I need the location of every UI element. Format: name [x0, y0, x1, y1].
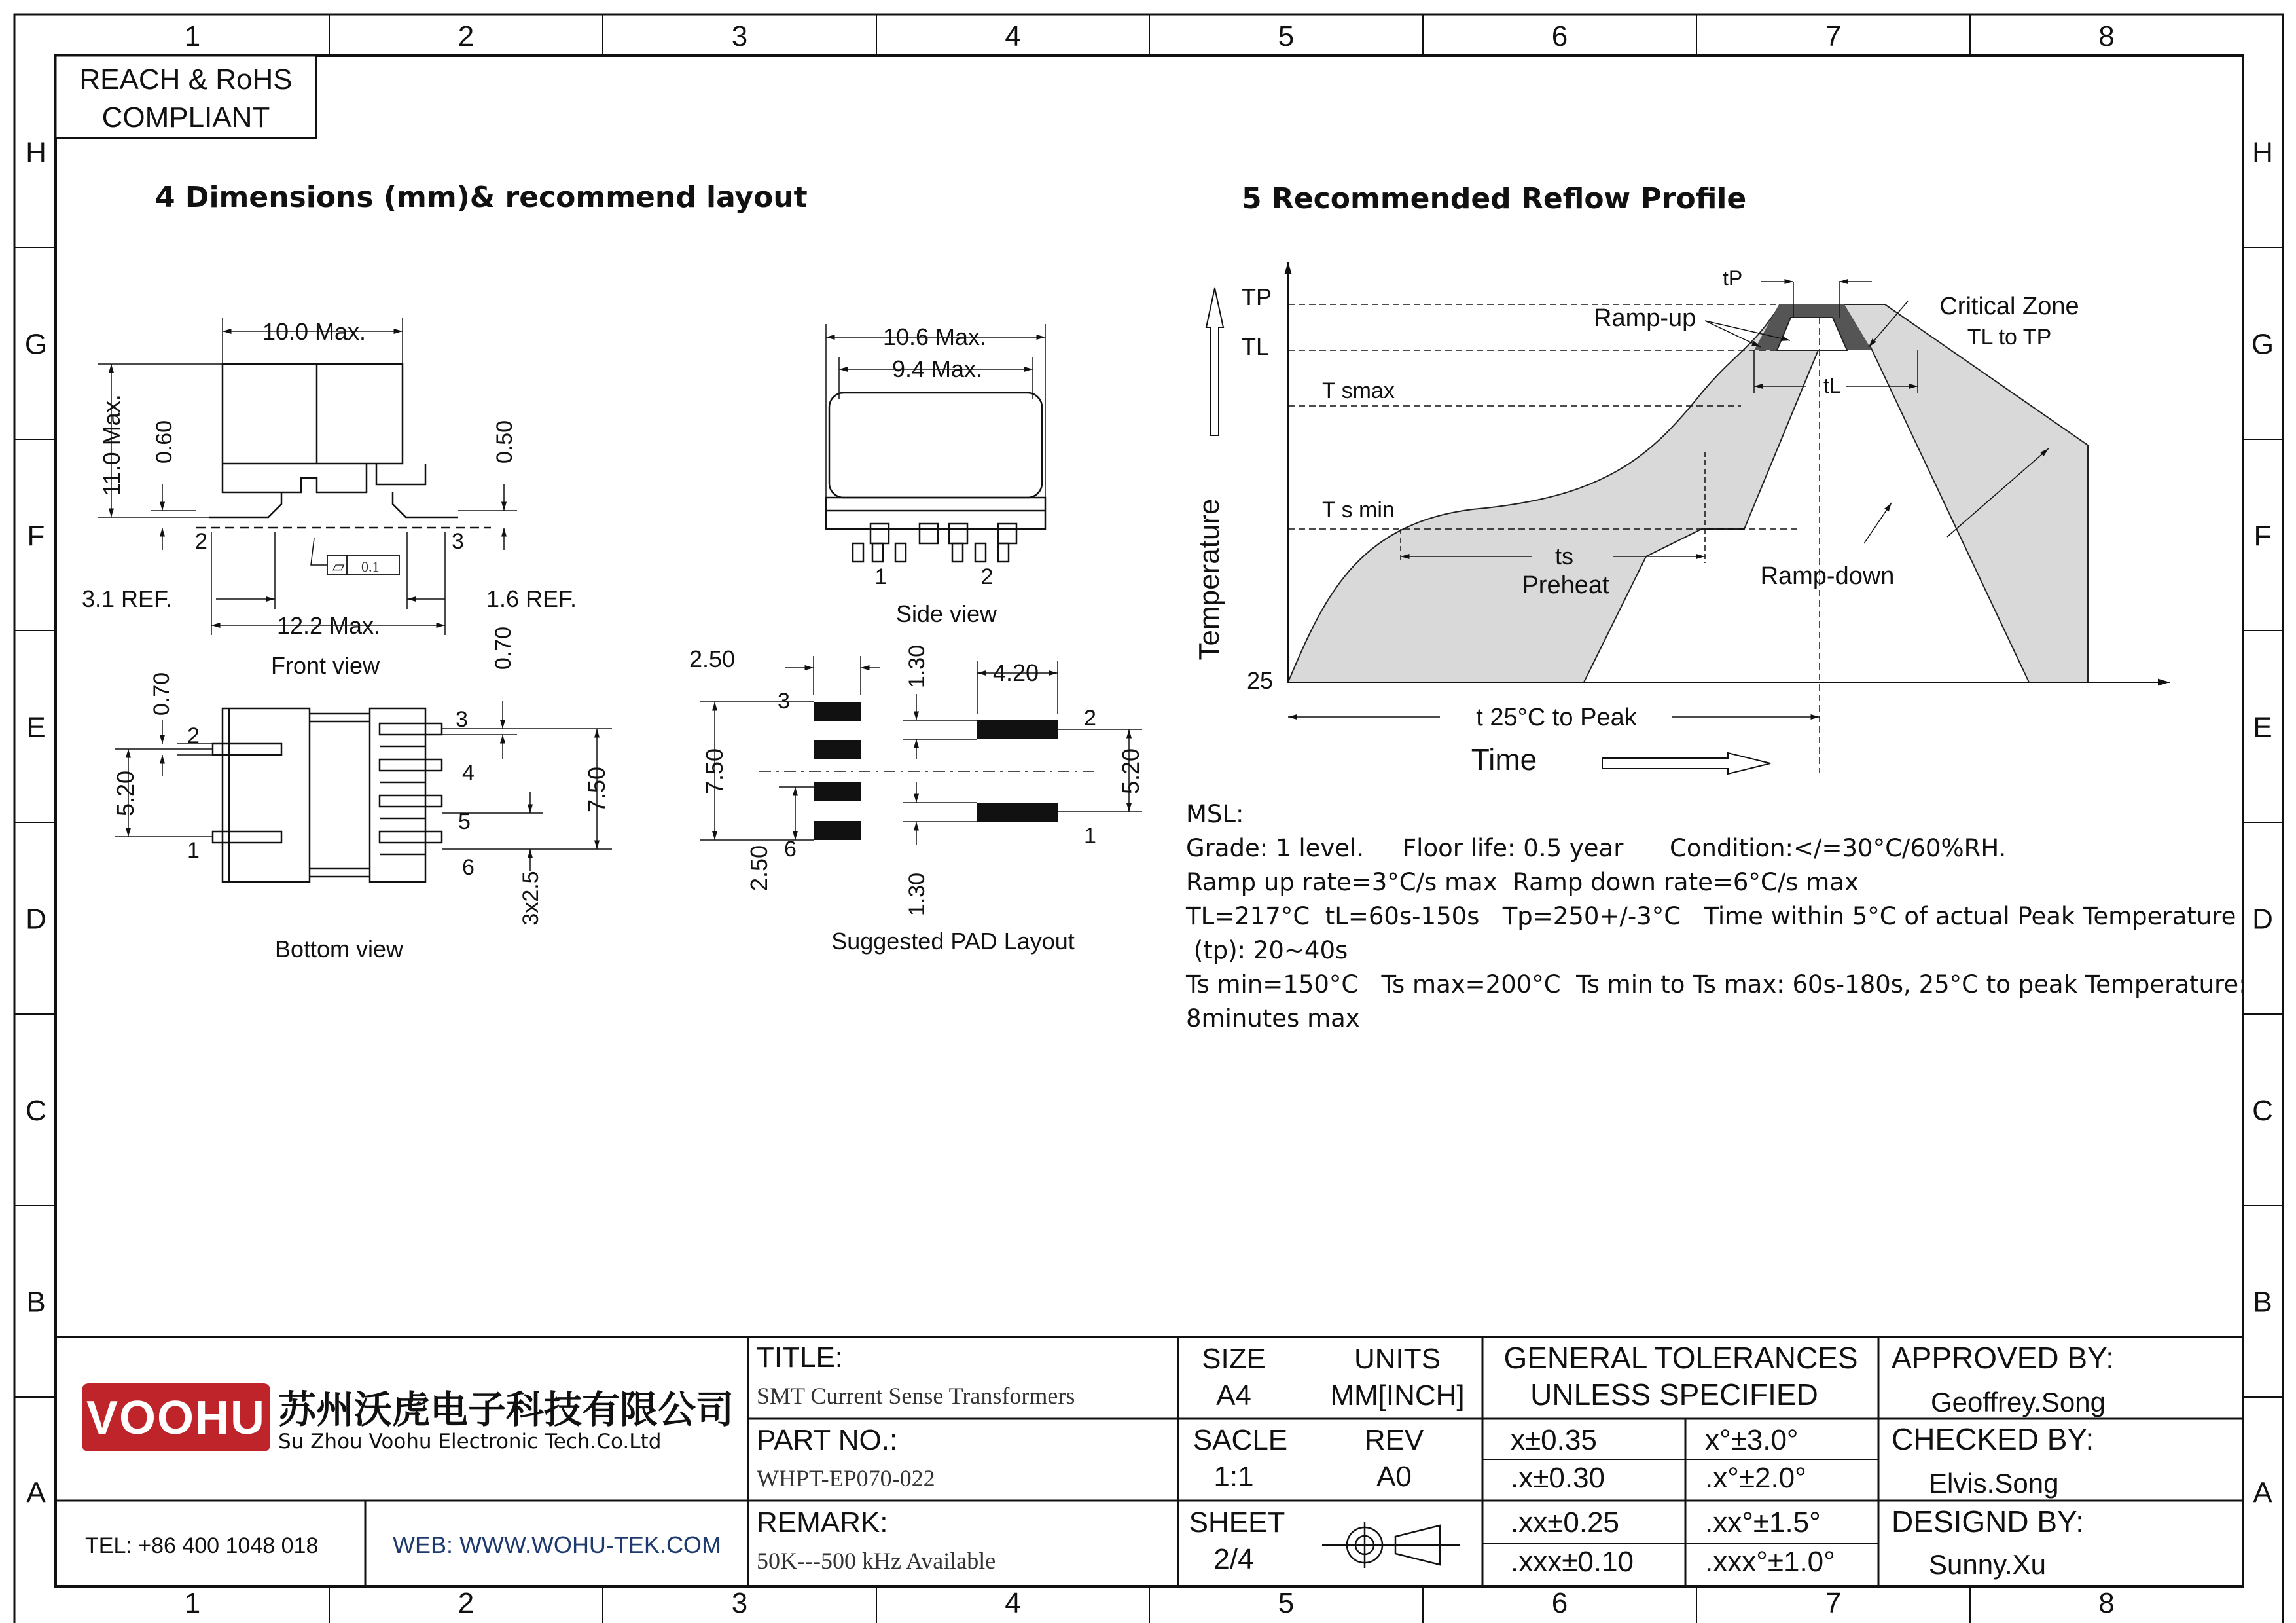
reflow-preheat-label: Preheat [1522, 572, 1609, 599]
reflow-temperature-axis: Temperature [1193, 498, 1225, 661]
pad-left-3 [814, 782, 861, 801]
column-label-1: 1 [184, 1587, 201, 1619]
tolerance-angular: x°±3.0° [1705, 1424, 1799, 1456]
column-label-2: 2 [457, 20, 475, 52]
approved-label: APPROVED BY: [1892, 1341, 2115, 1375]
checked-label: CHECKED BY: [1892, 1422, 2094, 1456]
row-label-H: H [2252, 136, 2273, 169]
bottom-dim-right: 7.50 [583, 766, 610, 813]
size-label: SIZE [1202, 1343, 1266, 1375]
front-dim-left: 0.60 [152, 420, 177, 464]
rev-label: REV [1364, 1424, 1424, 1456]
third-angle-projection-icon [1322, 1522, 1460, 1568]
column-label-3: 3 [731, 20, 748, 52]
pad-6 [814, 821, 861, 840]
reflow-critical-zone-1: Critical Zone [1939, 293, 2079, 320]
reflow-ts-label: ts [1554, 543, 1574, 570]
row-label-E: E [2253, 711, 2272, 744]
row-label-D: D [26, 903, 46, 936]
reflow-time-axis: Time [1471, 742, 1537, 776]
designed-label: DESIGND BY: [1892, 1504, 2084, 1539]
compliance-box [56, 56, 316, 138]
approved-value: Geoffrey.Song [1931, 1387, 2106, 1417]
tolerance-angular: .x°±2.0° [1705, 1462, 1806, 1494]
tolerance-linear: .xx±0.25 [1511, 1506, 1620, 1539]
column-label-6: 6 [1551, 1587, 1568, 1619]
msl-line: TL=217°C tL=60s-150s Tp=250+/-3°C Time within 5°C of actual Peak Temperature [1186, 902, 2236, 930]
front-width-max: 10.0 Max. [262, 318, 367, 345]
reflow-tl-label: TL [1242, 333, 1270, 360]
tolerance-angular: .xxx°±1.0° [1705, 1546, 1835, 1578]
section4-heading: 4 Dimensions (mm)& recommend layout [155, 181, 808, 214]
section5-heading: 5 Recommended Reflow Profile [1242, 182, 1747, 215]
title-value: SMT Current Sense Transformers [757, 1383, 1075, 1409]
bottom-pin-2: 2 [187, 723, 200, 748]
company-name-en: Su Zhou Voohu Electronic Tech.Co.Ltd [278, 1430, 662, 1453]
column-label-5: 5 [1278, 1587, 1295, 1619]
reflow-tp-label: TP [1242, 283, 1272, 310]
side-pin-1: 1 [874, 564, 888, 589]
msl-line: MSL: [1186, 800, 1244, 828]
column-label-8: 8 [2098, 1587, 2115, 1619]
tolerance-title-1: GENERAL TOLERANCES [1503, 1341, 1858, 1375]
msl-line: Ramp up rate=3°C/s max Ramp down rate=6°C/s max [1186, 868, 1859, 896]
reflow-ramp-down: Ramp-down [1760, 562, 1895, 590]
pad-width: 2.50 [689, 646, 736, 672]
designed-value: Sunny.Xu [1929, 1549, 2047, 1580]
tel: TEL: +86 400 1048 018 [85, 1533, 319, 1558]
column-label-7: 7 [1825, 1587, 1842, 1619]
scale-label: SACLE [1193, 1424, 1288, 1456]
column-label-3: 3 [731, 1587, 748, 1619]
front-flatness-value: 0.1 [361, 558, 380, 575]
company-logo: VOOHU [86, 1392, 266, 1444]
msl-line: Ts min=150°C Ts max=200°C Ts min to Ts max: 60s-180s, 25°C to peak Temperature: [1186, 970, 2247, 998]
bottom-pin-3: 3 [456, 707, 468, 732]
reflow-t25-peak: t 25°C to Peak [1476, 704, 1637, 731]
pad-3 [814, 702, 861, 721]
front-ref-right: 1.6 REF. [486, 585, 577, 612]
reflow-critical-zone-2: TL to TP [1967, 325, 2052, 350]
bottom-view-caption: Bottom view [274, 936, 404, 962]
row-label-B: B [2253, 1286, 2272, 1319]
part-no-value: WHPT-EP070-022 [757, 1465, 935, 1491]
msl-notes [1186, 797, 2247, 1036]
part-no-label: PART NO.: [757, 1424, 898, 1456]
pad-length: 4.20 [992, 659, 1039, 686]
pad-gap-top: 1.30 [905, 644, 929, 689]
company-name-cn: 苏州沃虎电子科技有限公司 [278, 1387, 734, 1432]
column-label-8: 8 [2098, 20, 2115, 52]
front-flatness-icon: ▱ [332, 558, 345, 575]
column-label-1: 1 [184, 20, 201, 52]
pad-2 [977, 720, 1058, 739]
row-label-H: H [26, 136, 46, 169]
bottom-dim-left-top: 0.70 [149, 672, 174, 716]
column-label-4: 4 [1005, 1587, 1021, 1619]
bottom-pin-5: 5 [458, 809, 471, 834]
compliance-line2: COMPLIANT [101, 101, 270, 134]
front-overall-max: 12.2 Max. [276, 612, 381, 639]
front-pin-right: 3 [452, 529, 464, 554]
pad-label-1: 1 [1084, 824, 1096, 848]
row-label-C: C [26, 1095, 46, 1127]
pad-1 [977, 803, 1058, 822]
front-view-caption: Front view [270, 652, 380, 679]
column-label-5: 5 [1278, 20, 1295, 52]
reflow-tsmax-label: T smax [1322, 378, 1395, 403]
side-outer-max: 10.6 Max. [882, 323, 987, 350]
row-label-B: B [26, 1286, 46, 1319]
pad-layout-caption: Suggested PAD Layout [831, 928, 1075, 955]
reflow-tl-small: tL [1823, 374, 1841, 397]
time-right-arrow [1602, 753, 1770, 774]
row-label-G: G [24, 328, 48, 361]
pad-height-left: 7.50 [701, 748, 728, 795]
bottom-dim-top: 0.70 [491, 626, 516, 670]
front-height-max: 11.0 Max. [98, 394, 125, 496]
remark-label: REMARK: [757, 1506, 888, 1539]
front-ref-left: 3.1 REF. [82, 585, 173, 612]
row-label-A: A [2253, 1476, 2272, 1509]
msl-line: 8minutes max [1186, 1004, 1360, 1032]
column-label-6: 6 [1551, 20, 1568, 52]
pad-height-bottom-left: 2.50 [745, 845, 772, 892]
pad-label-6: 6 [784, 837, 797, 862]
side-inner-max: 9.4 Max. [891, 356, 983, 382]
front-dim-right: 0.50 [492, 420, 517, 464]
pad-label-2: 2 [1084, 706, 1096, 731]
row-label-G: G [2251, 328, 2274, 361]
units-value: MM[INCH] [1330, 1379, 1465, 1412]
side-view-caption: Side view [895, 600, 997, 627]
column-label-4: 4 [1005, 20, 1021, 52]
row-label-A: A [26, 1476, 46, 1509]
bottom-pin-4: 4 [462, 761, 475, 786]
size-value: A4 [1216, 1379, 1251, 1412]
title-label: TITLE: [757, 1341, 844, 1374]
compliance-line1: REACH & RoHS [79, 64, 293, 96]
row-label-F: F [27, 520, 45, 552]
units-label: UNITS [1354, 1343, 1441, 1375]
pad-label-3: 3 [778, 689, 790, 714]
rev-value: A0 [1376, 1461, 1412, 1493]
bottom-dim-left: 5.20 [112, 770, 139, 817]
bottom-pitch: 3x2.5 [518, 871, 543, 926]
side-pin-2: 2 [980, 564, 994, 589]
reflow-tsmin-label: T s min [1322, 498, 1395, 522]
bottom-pin-1: 1 [187, 838, 200, 863]
front-pin-left: 2 [195, 529, 207, 554]
tolerance-linear: .xxx±0.10 [1511, 1546, 1634, 1578]
row-label-C: C [2252, 1095, 2273, 1127]
sheet-label: SHEET [1189, 1506, 1285, 1539]
tolerance-title-2: UNLESS SPECIFIED [1530, 1377, 1818, 1412]
bottom-pin-6: 6 [462, 855, 475, 880]
scale-value: 1:1 [1213, 1461, 1254, 1493]
tolerance-angular: .xx°±1.5° [1705, 1506, 1821, 1539]
web: WEB: WWW.WOHU-TEK.COM [393, 1531, 721, 1558]
row-label-D: D [2252, 903, 2273, 936]
pad-height-right: 5.20 [1117, 748, 1144, 795]
temperature-up-arrow [1206, 288, 1223, 435]
checked-value: Elvis.Song [1929, 1468, 2059, 1499]
tolerance-linear: x±0.35 [1511, 1424, 1597, 1456]
reflow-ramp-up: Ramp-up [1594, 304, 1696, 332]
tolerance-linear: .x±0.30 [1511, 1462, 1605, 1494]
reflow-25-label: 25 [1247, 667, 1274, 694]
msl-line: Grade: 1 level. Floor life: 0.5 year Condition:</=30°C/60%RH. [1186, 834, 2007, 862]
pad-left-2 [814, 740, 861, 759]
reflow-tp-small: tP [1723, 266, 1743, 290]
row-label-F: F [2253, 520, 2272, 552]
row-label-E: E [26, 711, 46, 744]
pad-gap-bottom: 1.30 [905, 872, 929, 917]
msl-line: (tp): 20~40s [1186, 936, 1348, 964]
sheet-value: 2/4 [1213, 1543, 1254, 1575]
profile-upper-band [1288, 304, 2088, 682]
column-label-7: 7 [1825, 20, 1842, 52]
column-label-2: 2 [457, 1587, 475, 1619]
remark-value: 50K---500 kHz Available [757, 1548, 996, 1574]
